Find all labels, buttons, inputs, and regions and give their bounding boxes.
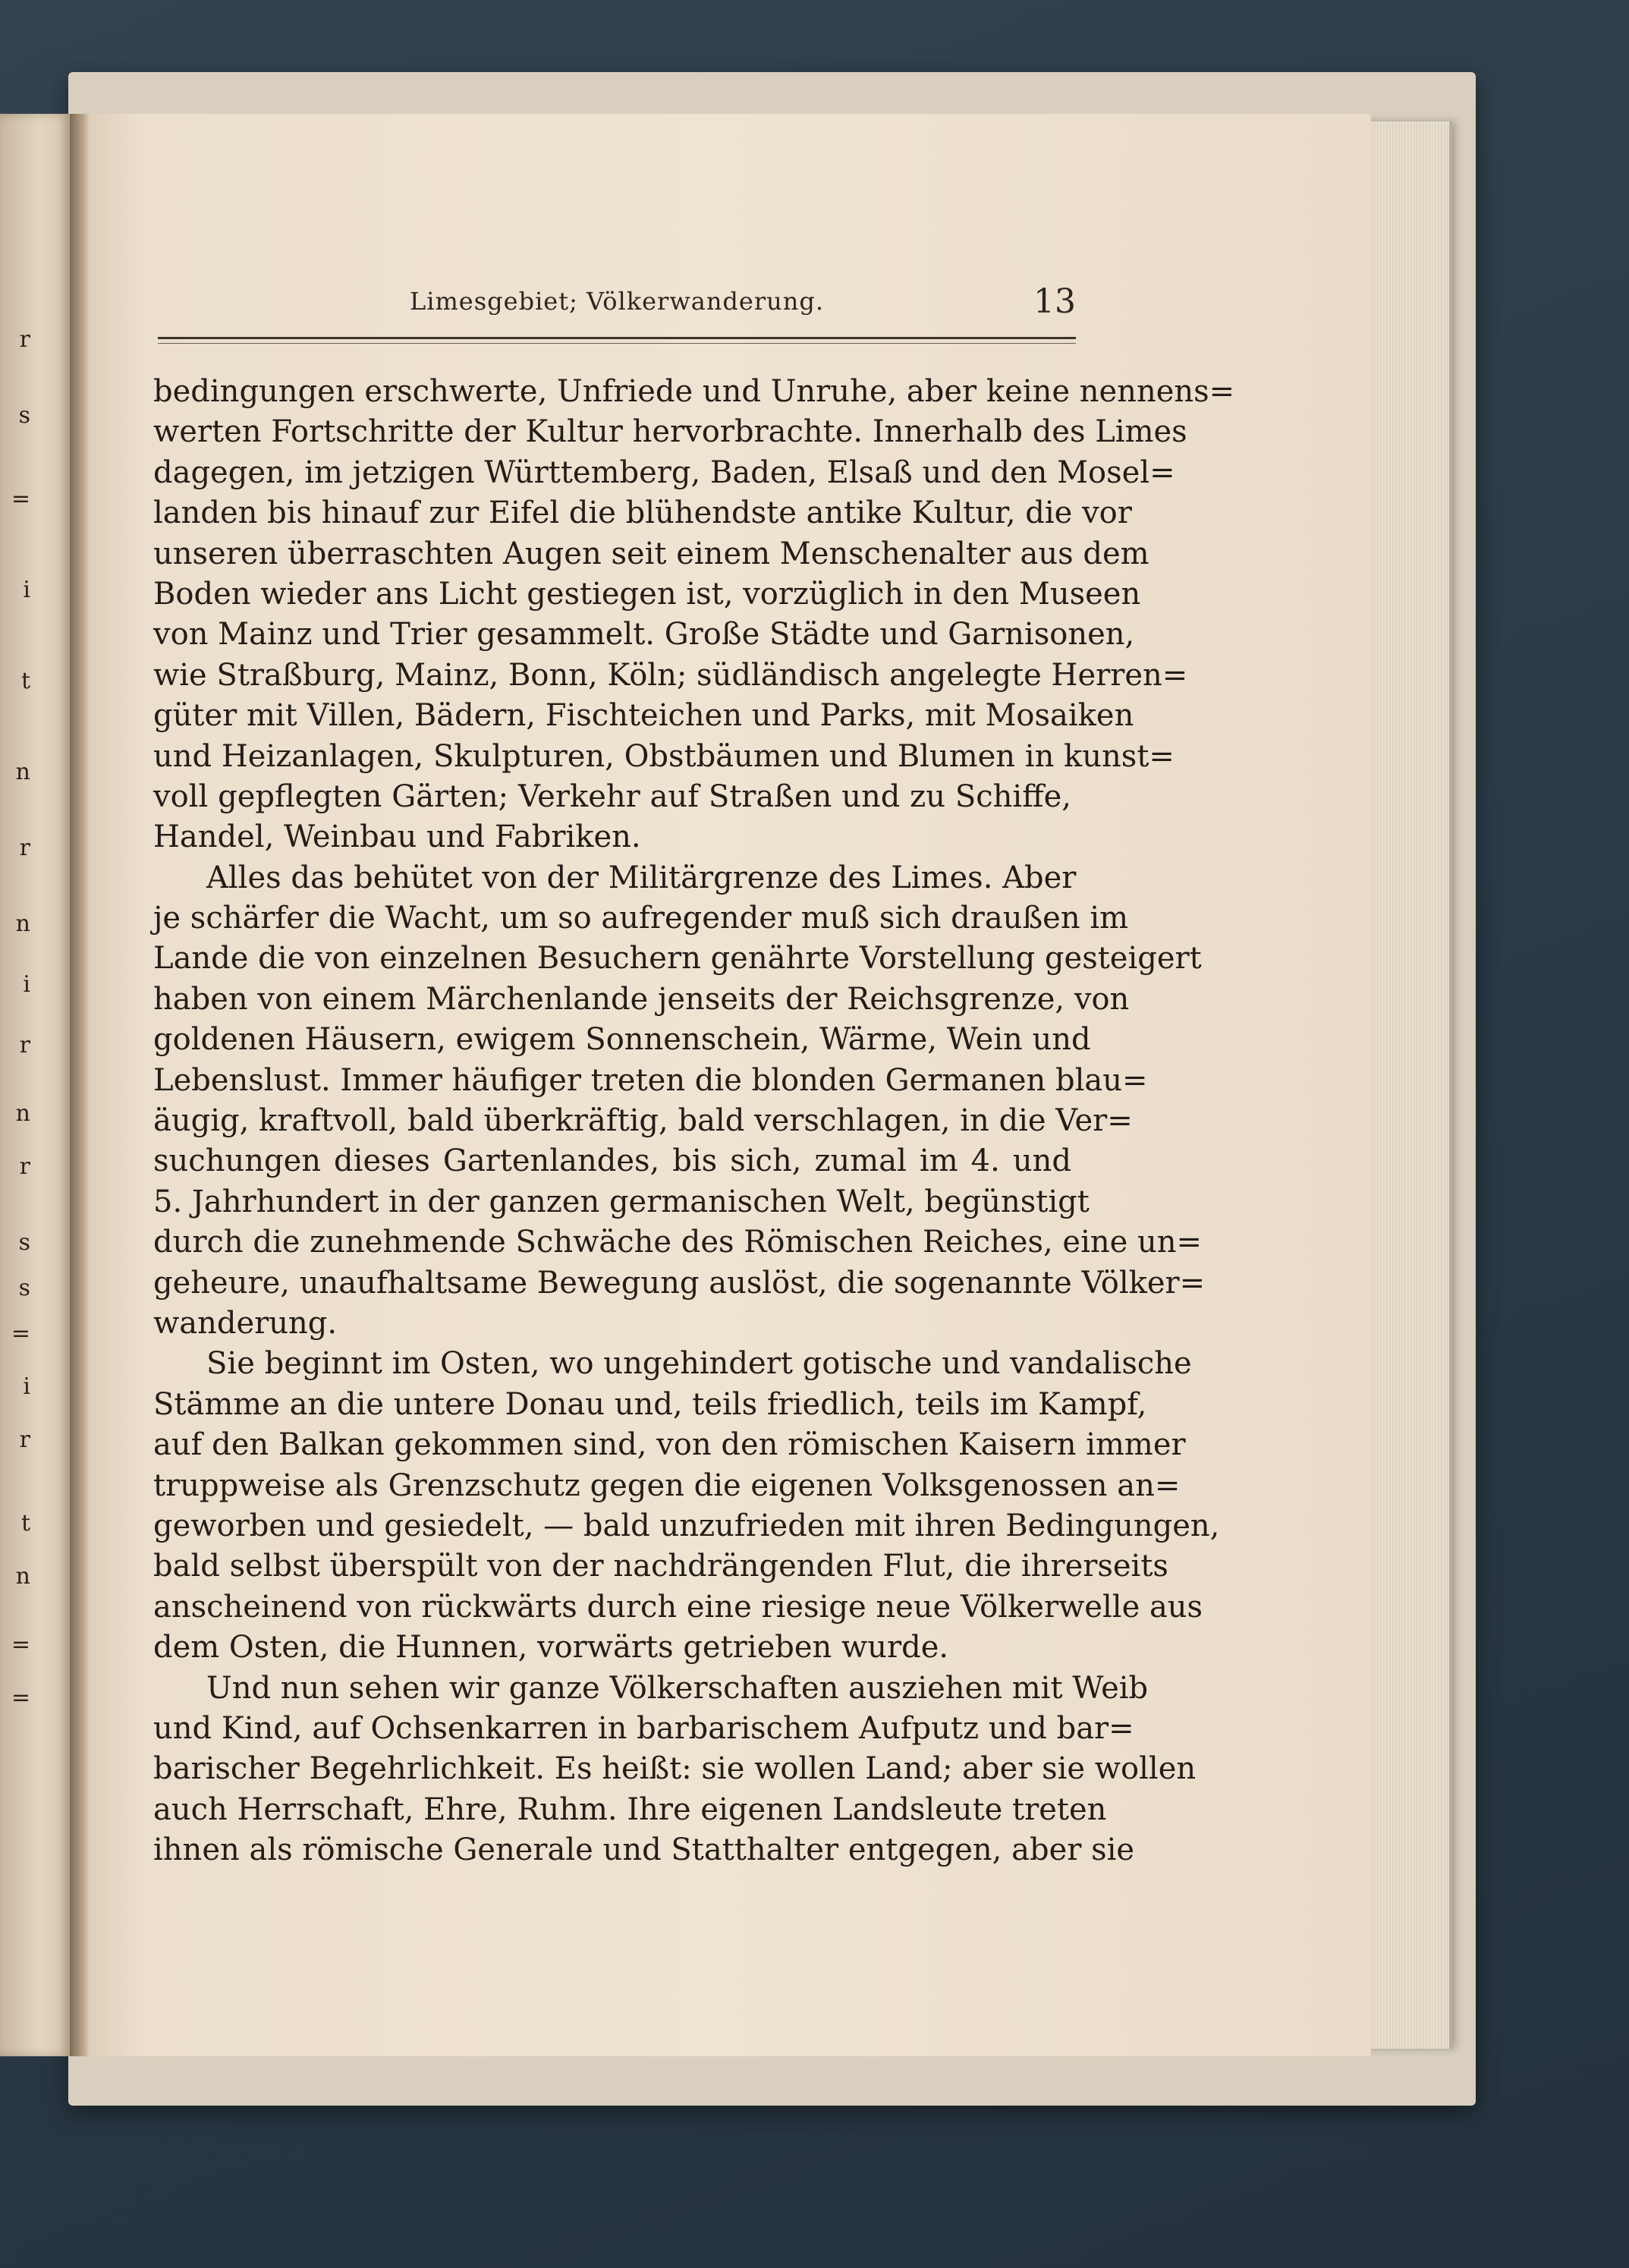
left-page-letter: = <box>11 1631 30 1658</box>
text-line: auch Herrschaft, Ehre, Ruhm. Ihre eigenen Landsleute treten <box>153 1791 1107 1827</box>
left-page-letter: t <box>20 1510 30 1537</box>
header-rule <box>158 337 1076 339</box>
text-line: dem Osten, die Hunnen, vorwärts getrieben wurde. <box>153 1630 949 1666</box>
page-header <box>158 282 1076 332</box>
text-line: anscheinend von rückwärts durch eine riesige neue Völkerwelle aus <box>153 1589 1203 1625</box>
left-page-letter: = <box>11 486 30 512</box>
text-line: geheure, unaufhaltsame Bewegung auslöst, die sogenannte Völker= <box>153 1265 1206 1301</box>
text-line: von Mainz und Trier gesammelt. Große Städte und Garnisonen, <box>153 617 1135 653</box>
left-page-letter: s <box>18 402 30 429</box>
text-line: werten Fortschritte der Kultur hervorbrachte. Innerhalb des Limes <box>153 414 1187 450</box>
book-gutter <box>70 114 89 2056</box>
left-page <box>0 114 70 2056</box>
header-rule-thin <box>158 343 1076 344</box>
left-page-letter: n <box>15 911 30 937</box>
page-edges <box>1358 121 1452 2049</box>
left-page-letter: r <box>19 1032 30 1059</box>
text-line: Handel, Weinbau und Fabriken. <box>153 819 641 855</box>
text-line: auf den Balkan gekommen sind, von den römischen Kaisern immer <box>153 1427 1186 1463</box>
text-line: truppweise als Grenzschutz gegen die eigenen Volksgenossen an= <box>153 1467 1181 1503</box>
text-line: und Heizanlagen, Skulpturen, Obstbäumen und Blumen in kunst= <box>153 738 1175 774</box>
body-text <box>153 372 1235 1870</box>
text-line: güter mit Villen, Bädern, Fischteichen und Parks, mit Mosaiken <box>153 698 1134 734</box>
text-line: je schärfer die Wacht, um so aufregender muß sich draußen im <box>153 901 1129 936</box>
left-page-letter: r <box>19 326 30 353</box>
text-line: äugig, kraftvoll, bald überkräftig, bald verschlagen, in die Ver= <box>153 1103 1133 1139</box>
text-line: geworben und gesiedelt, — bald unzufrieden mit ihren Bedingungen, <box>153 1508 1220 1543</box>
text-line: suchungen dieses Gartenlandes, bis sich, zumal im 4. und <box>153 1143 1071 1179</box>
text-line: haben von einem Märchenlande jenseits der Reichsgrenze, von <box>153 981 1130 1017</box>
running-head: Limesgebiet; Völkerwanderung. <box>409 287 825 316</box>
text-line: Boden wieder ans Licht gestiegen ist, vorzüglich in den Museen <box>153 576 1141 612</box>
text-line: voll gepflegten Gärten; Verkehr auf Straßen und zu Schiffe, <box>153 779 1071 814</box>
left-page-letter: n <box>15 1100 30 1127</box>
text-line: Lebenslust. Immer häufiger treten die blonden Germanen blau= <box>153 1062 1148 1098</box>
text-line: bedingungen erschwerte, Unfriede und Unruhe, aber keine nennens= <box>153 374 1235 409</box>
text-line: und Kind, auf Ochsenkarren in barbarischem Aufputz und bar= <box>153 1710 1134 1746</box>
left-page-letter: i <box>23 577 30 603</box>
left-page-letter: = <box>11 1320 30 1347</box>
left-page-letter: s <box>18 1275 30 1301</box>
text-line: barischer Begehrlichkeit. Es heißt: sie wollen Land; aber sie wollen <box>153 1751 1197 1787</box>
text-line: durch die zunehmende Schwäche des Römischen Reiches, eine un= <box>153 1225 1203 1260</box>
text-line: unseren überraschten Augen seit einem Menschenalter aus dem <box>153 536 1149 571</box>
text-line: ihnen als römische Generale und Statthalter entgegen, aber sie <box>153 1832 1135 1868</box>
left-page-letter: n <box>15 759 30 785</box>
text-line: wanderung. <box>153 1305 338 1341</box>
left-page-letter: r <box>19 1427 30 1453</box>
text-line: wie Straßburg, Mainz, Bonn, Köln; südländisch angelegte Herren= <box>153 657 1188 693</box>
text-line: landen bis hinauf zur Eifel die blühendste antike Kultur, die vor <box>153 495 1132 531</box>
page-number: 13 <box>1033 282 1076 321</box>
text-line: 5. Jahrhundert in der ganzen germanischen Welt, begünstigt <box>153 1184 1090 1219</box>
left-page-letter: = <box>11 1684 30 1711</box>
text-line: dagegen, im jetzigen Württemberg, Baden, Elsaß und den Mosel= <box>153 455 1175 490</box>
text-line: goldenen Häusern, ewigem Sonnenschein, Wärme, Wein und <box>153 1022 1091 1058</box>
text-line: bald selbst überspült von der nachdrängenden Flut, die ihrerseits <box>153 1549 1168 1584</box>
left-page-letter: r <box>19 835 30 861</box>
left-page-letter: n <box>15 1563 30 1590</box>
left-page-letter: r <box>19 1153 30 1180</box>
text-line: Alles das behütet von der Militärgrenze des Limes. Aber <box>206 860 1077 895</box>
text-line: Lande die von einzelnen Besuchern genährte Vorstellung gesteigert <box>153 941 1202 977</box>
left-page-letter: i <box>23 1373 30 1400</box>
left-page-letter: t <box>20 668 30 694</box>
text-line: Stämme an die untere Donau und, teils friedlich, teils im Kampf, <box>153 1386 1147 1422</box>
left-page-letter: i <box>23 971 30 998</box>
left-page-letter: s <box>18 1229 30 1256</box>
left-page-letters <box>0 114 30 2056</box>
text-line: Und nun sehen wir ganze Völkerschaften ausziehen mit Weib <box>206 1670 1149 1706</box>
text-line: Sie beginnt im Osten, wo ungehindert gotische und vandalische <box>206 1346 1192 1382</box>
